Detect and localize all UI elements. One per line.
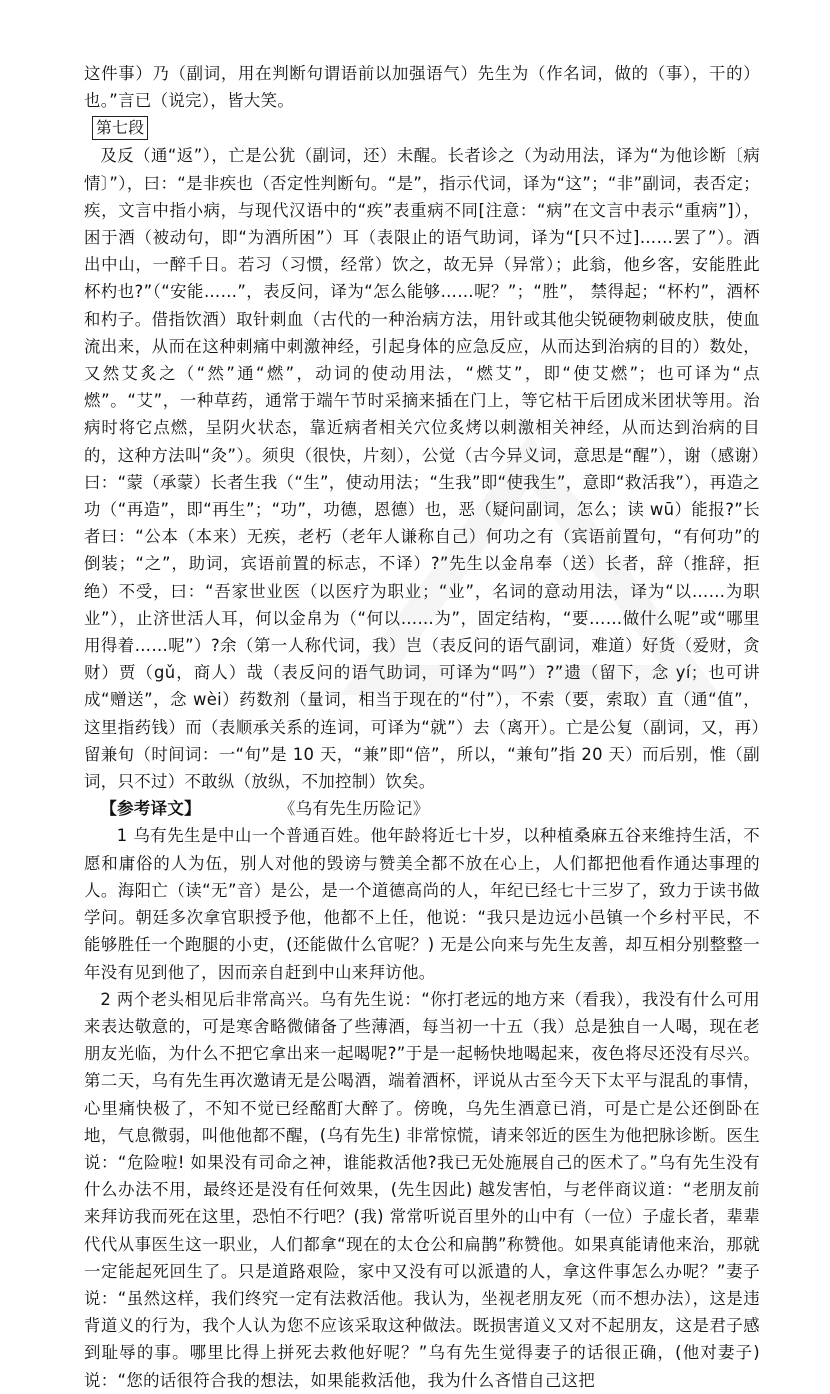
reference-title: 《乌有先生历险记》 [278, 799, 430, 819]
reference-label: 【参考译文】 [100, 799, 201, 819]
section-heading: 第七段 [92, 116, 148, 140]
translation-paragraph-1: 1 乌有先生是中山一个普通百姓。他年龄将近七十岁，以种植桑麻五谷来维持生活，不愿和庸俗的人为伍，别人对他的毁谤与赞美全都不放在心上，人们都把他看作通达事理的人。海阳亡（读“无”音）是公，是一个道德高尚的人，年纪已经七十三岁了，致力于读书做学问。朝廷多次拿官职授予他，他都不上任，他说：“我只是边远小邑镇一个乡村平民，不能够胜任一个跑腿的小吏，(还能做什么官呢？) 无是公向来与先生友善，却互相分别整整一年没有见到他了，因而亲自赶到中山来拜访他。 [84, 826, 760, 982]
translation-paragraph-2: 2 两个老头相见后非常高兴。乌有先生说：“你打老远的地方来（看我），我没有什么可用来表达敬意的，可是寒舍略微储备了些薄酒，每当初一十五（我）总是独自一人喝，现在老朋友光临，为什么不把它拿出来一起喝呢?”于是一起畅快地喝起来，夜色将尽还没有尽兴。第二天，乌有先生再次邀请无是公喝酒，端着酒杯，评说从古至今天下太平与混乱的事情，心里痛快极了，不知不觉已经酩酊大醉了。傍晚，乌先生酒意已消，可是亡是公还倒卧在地，气息微弱，叫他他都不醒，(乌有先生) 非常惊慌，请来邻近的医生为他把脉诊断。医生说：“危险啦! 如果没有司命之神，谁能救活他?我已无处施展自己的医术了。”乌有先生没有什么办法不用，最终还是没有任何效果，(先生因此) 越发害怕，与老伴商议道：“老朋友前来拜访我而死在这里，恐怕不行吧？(我) 常常听说百里外的山中有（一位）子虚长者，辈辈代代从事医生这一职业，人们都拿“现在的太仓公和扁鹊”称赞他。如果真能请他来治，那就一定能起死回生了。只是道路艰险，家中又没有可以派遣的人，拿这件事怎么办呢？”妻子说：“虽然这样，我们终究一定有法救活他。我认为，坐视老朋友死（而不想办法），这是违背道义的行为，我个人认为您不应该采取这种做法。既损害道义又对不起朋友，这是君子感到耻辱的事。哪里比得上拼死去救他好呢？”乌有先生觉得妻子的话很正确，(他对妻子) 说：“您的话很符合我的想法，如果能救活他，我为什么吝惜自己这把 [84, 989, 760, 1390]
paragraph-continuation: 这件事）乃（副词，用在判断句谓语前以加强语气）先生为（作名词，做的（事），干的）也。”言已（说完），皆大笑。 [84, 64, 760, 111]
document-page [84, 60, 760, 1394]
reference-header [84, 795, 760, 822]
paragraph-annotation: 及反（通“返”），亡是公犹（副词，还）未醒。长者诊之（为动用法，译为“为他诊断〔病情〕”），曰：“是非疾也（否定性判断句。“是”，指示代词，译为“这”；“非”副词，表否定；疾，文言中指小病，与现代汉语中的“疾”表重病不同[注意：“病”在文言中表示“重病”]），困于酒（被动句，即“为酒所困”）耳（表限止的语气助词，译为“[只不过]……罢了”）。酒出中山，一醉千日。若习（习惯，经常）饮之，故无异（异常）；此翁，他乡客，安能胜此杯杓也?”（“安能……”，表反问，译为“怎么能够……呢？”；“胜”， 禁得起；“杯杓”，酒杯和杓子。借指饮酒）取针刺血（古代的一种治病方法，用针或其他尖锐硬物刺破皮肤，使血流出来，从而在这种刺痛中刺激神经，引起身体的应急反应，从而达到治病的目的）数处，又然艾炙之（“然”通“燃”，动词的使动用法，“燃艾”，即“使艾燃”；也可译为“点燃”。“艾”，一种草药，通常于端午节时采摘来插在门上，等它枯干后团成米团状等用。治病时将它点燃，呈阴火状态，靠近病者相关穴位炙烤以刺激相关神经，从而达到治病的目的，这种方法叫“灸”）。须臾（很快，片刻），公觉（古今异义词，意思是“醒”），谢（感谢）曰：“蒙（承蒙）长者生我（“生”，使动用法；“生我”即“使我生”，意即“救活我”），再造之功（“再造”，即“再生”；“功”，功德，恩德）也，恶（疑问副词，怎么；读 wū）能报?”长者曰：“公本（本来）无疾，老朽（老年人谦称自己）何功之有（宾语前置句，“有何功”的倒装；“之”，助词，宾语前置的标志，不译）?”先生以金帛奉（送）长者，辞（推辞，拒绝）不受，曰：“吾家世业医（以医疗为职业；“业”，名词的意动用法，译为“以……为职业”），止济世活人耳，何以金帛为（“何以……为”，固定结构，“要……做什么呢”或“哪里用得着……呢”）?余（第一人称代词，我）岂（表反问的语气副词，难道）好货（爱财，贪财）贾（gǔ，商人）哉（表反问的语气助词，可译为“吗”）?”遗（留下，念 yí；也可讲成“赠送”，念 wèi）药数剂（量词，相当于现在的“付”），不索（要，索取）直（通“值”，这里指药钱）而（表顺承关系的连词，可译为“就”）去（离开）。亡是公复（副词，又，再）留兼旬（时间词：一“旬”是 10 天，“兼”即“倍”，所以，“兼旬”指 20 天）而后别，惟（副词，只不过）不敢纵（放纵，不加控制）饮矣。 [84, 146, 760, 792]
